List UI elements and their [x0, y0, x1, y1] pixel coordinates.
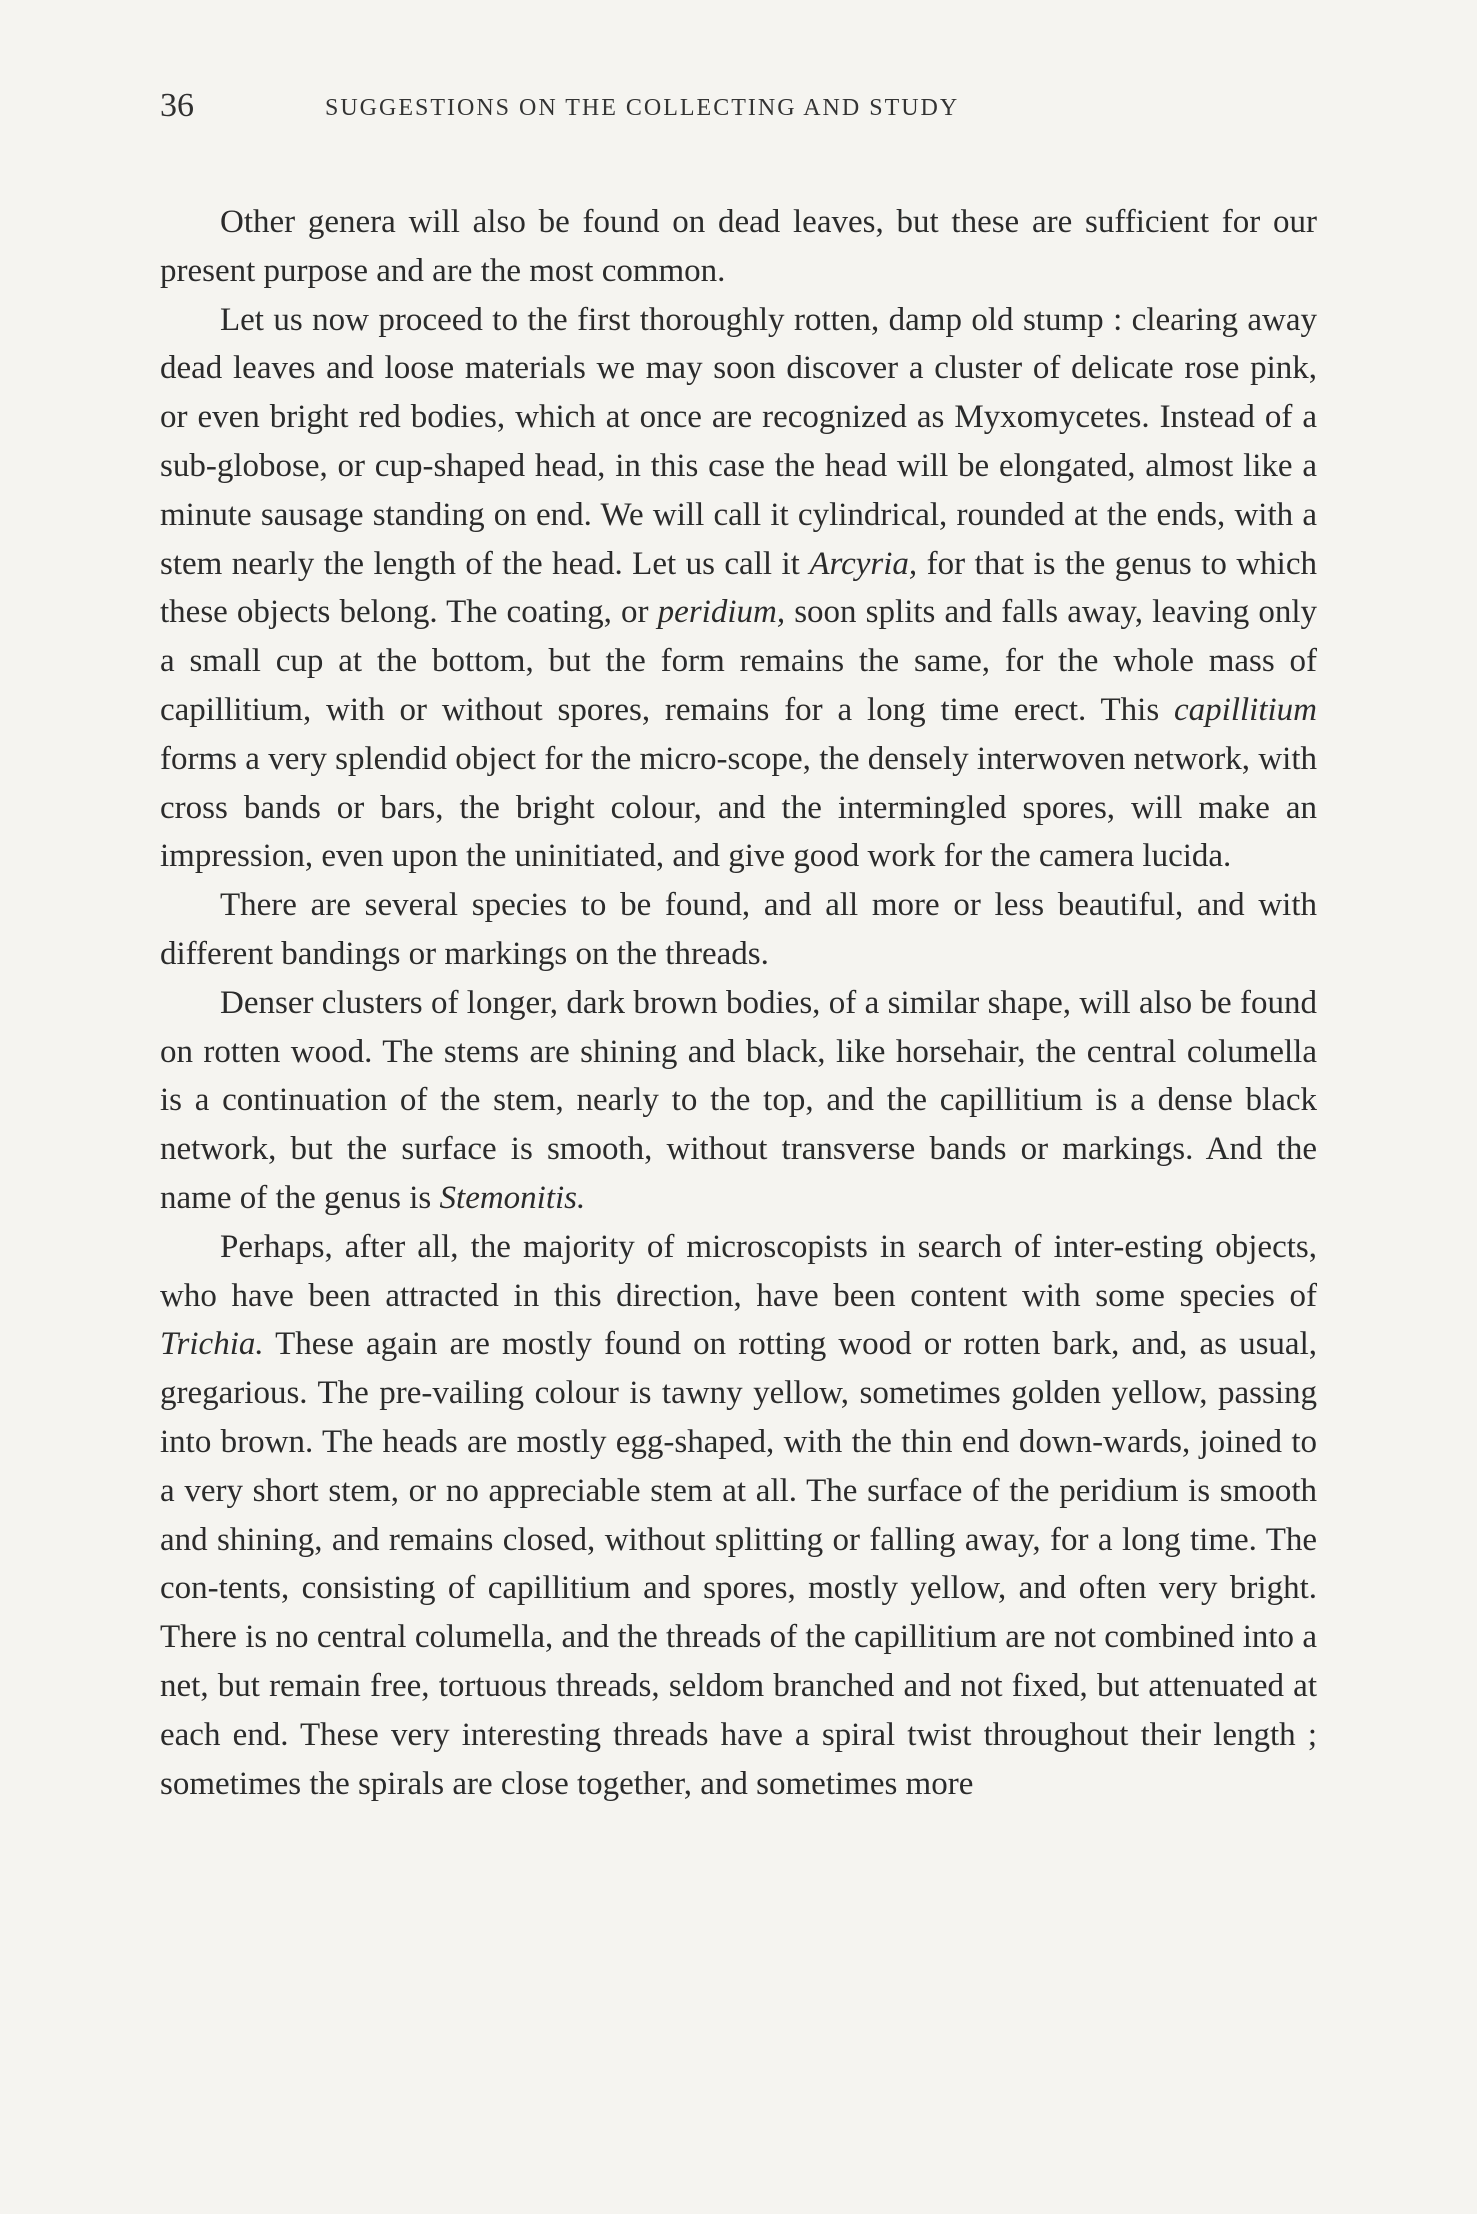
- running-head: [160, 82, 1317, 134]
- paragraph-text: These again are mostly found on rotting wood or rotten bark, and, as usual, gregarious. The pre-vailing colour is tawny yellow, sometimes golden yellow, passing into brown. The heads are mostly egg-shaped, with the thin end down-wards, joined to a very short stem, or no appreciable stem at all. The surface of the peridium is smooth and shining, and remains closed, without splitting or falling away, for a long time. The con-tents, consisting of capillitium and spores, mostly yellow, and often very bright. There is no central columella, and the threads of the capillitium are not combined into a net, but remain free, tortuous threads, seldom branched and not fixed, but attenuated at each end. These very interesting threads have a spiral twist throughout their length ; sometimes the spirals are close together, and sometimes more: [160, 1326, 1317, 1802]
- paragraph-1: [160, 198, 1317, 296]
- paragraph-text: for that is the genus to which these objects belong. The coating, or: [160, 545, 1317, 631]
- term-capillitium: capillitium: [1174, 691, 1317, 728]
- term-peridium: peridium,: [657, 594, 786, 631]
- running-title: SUGGESTIONS ON THE COLLECTING AND STUDY: [325, 95, 960, 121]
- paragraph-text: soon splits and falls away, leaving only a small cup at the bottom, but the form remains the same, for the whole mass of capillitium, with or without spores, remains for a long time erect. This: [160, 594, 1317, 728]
- paragraph-text: Perhaps, after all, the majority of microscopists in search of inter-esting objects, who have been attracted in this direction, have been content with some species of: [160, 1228, 1317, 1314]
- paragraph-3: [160, 881, 1317, 979]
- paragraph-4: [160, 979, 1317, 1223]
- page-number: 36: [160, 87, 194, 124]
- genus-name-arcyria: Arcyria,: [809, 545, 918, 582]
- genus-name-trichia: Trichia.: [160, 1326, 264, 1363]
- genus-name-stemonitis: Stemonitis.: [439, 1179, 586, 1216]
- paragraph-text: forms a very splendid object for the micro-scope, the densely interwoven network, with cross bands or bars, the bright colour, and the intermingled spores, will make an impression, even upon the uninitiated, and give good work for the camera lucida.: [160, 740, 1317, 875]
- paragraph-5: [160, 1223, 1317, 1809]
- paragraph-2: [160, 296, 1317, 882]
- paragraph-text: Other genera will also be found on dead leaves, but these are sufficient for our present purpose and are the most common.: [160, 204, 1317, 289]
- body-text: [160, 198, 1317, 1808]
- paragraph-text: There are several species to be found, and all more or less beautiful, and with different bandings or markings on the threads.: [160, 887, 1317, 972]
- paragraph-text: Denser clusters of longer, dark brown bodies, of a similar shape, will also be found on rotten wood. The stems are shining and black, like horsehair, the central columella is a continuation of the stem, nearly to the top, and the capillitium is a dense black network, but the surface is smooth, without transverse bands or markings. And the name of the genus is: [160, 984, 1317, 1216]
- paragraph-text: Let us now proceed to the first thoroughly rotten, damp old stump : clearing away dead leaves and loose materials we may soon discover a cluster of delicate rose pink, or even bright red bodies, which at once are recognized as Myxomycetes. Instead of a sub-globose, or cup-shaped head, in this case the head will be elongated, almost like a minute sausage standing on end. We will call it cylindrical, rounded at the ends, with a stem nearly the length of the head. Let us call it: [160, 301, 1317, 582]
